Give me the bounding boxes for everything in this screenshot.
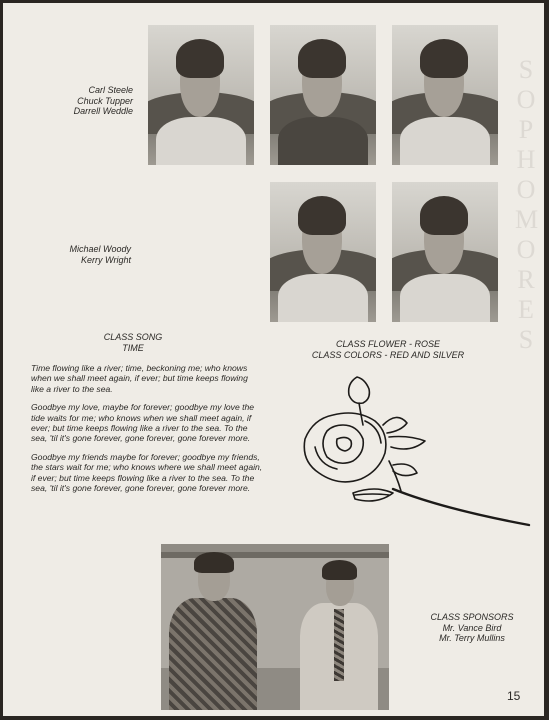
student-photo: [392, 182, 498, 322]
sponsors-photo: [161, 544, 389, 710]
student-name: Carl Steele: [88, 85, 133, 95]
song-title: TIME: [122, 342, 144, 353]
student-name: Darrell Weddle: [73, 106, 133, 116]
page-number: 15: [507, 689, 521, 703]
student-photo: [270, 182, 376, 322]
song-paragraph: Goodbye my love, maybe for forever; goodbye my love the tide waits for me; who knows when we shall meet again, if ever; but time keeps flowing like a river to the sea. To the sea, 'til it's gone forever, gone forever, gone forever more.: [31, 402, 255, 444]
song-paragraph: Time flowing like a river; time, beckoning me; who knows when we shall meet again, if ever; but time keeps flowing like a river to the sea.: [31, 363, 248, 394]
student-name: Kerry Wright: [80, 254, 131, 265]
class-flower: CLASS FLOWER - ROSE: [335, 339, 441, 349]
row2-names: [43, 244, 131, 265]
rose-illustration: [293, 369, 533, 531]
student-photo: [392, 25, 498, 165]
song-heading: CLASS SONG: [103, 332, 163, 342]
sponsors-heading: CLASS SPONSORS: [430, 612, 514, 622]
row1-names: [43, 85, 133, 117]
student-name: Chuck Tupper: [77, 95, 133, 106]
sponsor-name: Mr. Terry Mullins: [439, 633, 505, 643]
sponsors-block: [417, 612, 527, 644]
flower-colors-block: [293, 339, 483, 360]
student-photo: [148, 25, 254, 165]
yearbook-page: [3, 3, 544, 716]
class-colors: CLASS COLORS - RED AND SILVER: [311, 349, 465, 360]
sponsor-name: Mr. Vance Bird: [442, 622, 502, 633]
student-name: Michael Woody: [69, 244, 131, 254]
song-paragraph: Goodbye my friends maybe for forever; goodbye my friends, the stars wait for me; who knows where we shall meet again, if ever; but time keeps flowing like a river to the sea. To the sea, 'til it's gone forever, gone forever, gone forever more.: [31, 451, 263, 494]
watermark-text: S O P H O M O R E S: [515, 55, 541, 354]
song-heading-block: [63, 332, 203, 353]
student-photo: [270, 25, 376, 165]
song-lyrics: [31, 363, 263, 493]
